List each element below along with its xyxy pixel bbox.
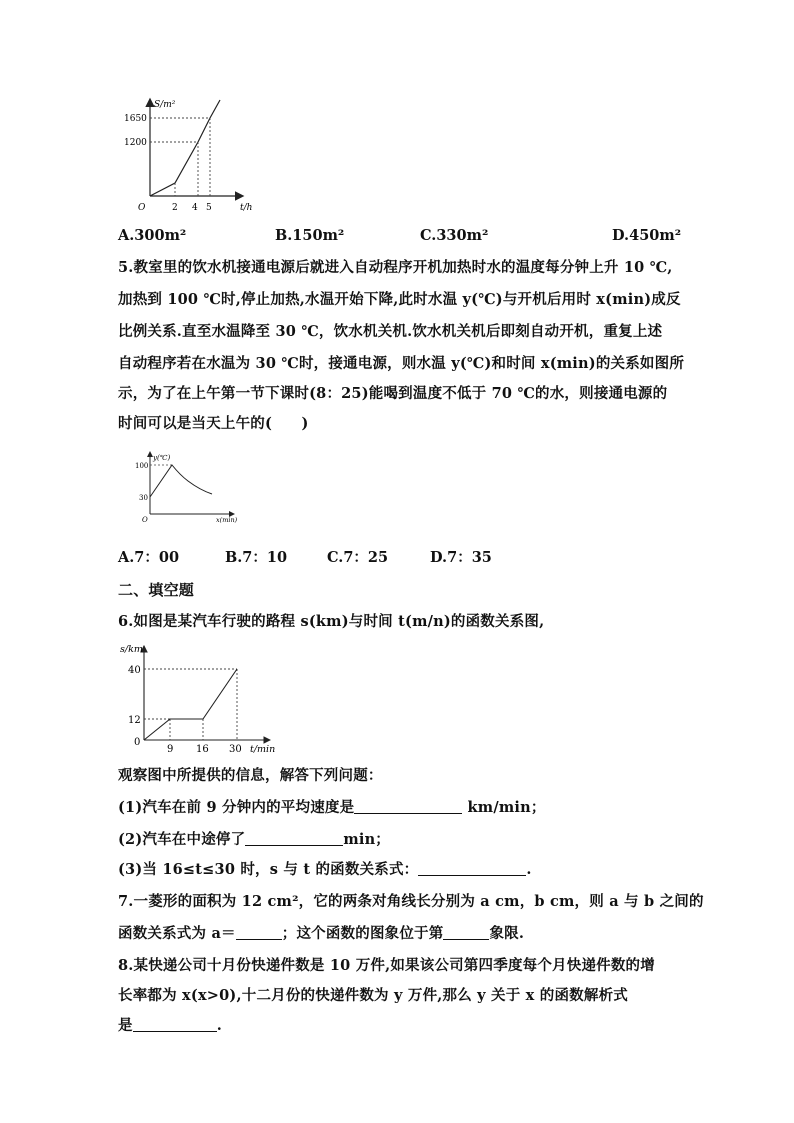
q6-part-1: [118, 798, 546, 818]
answer-blank-expression[interactable]: [133, 1017, 217, 1032]
y-tick-1650: 1650: [124, 114, 147, 124]
q8-line-3-text: 是: [118, 1017, 133, 1034]
distance-time-graph: [118, 638, 284, 758]
option-b: B.150m²: [275, 227, 345, 244]
q6-part-3-text: (3)当 16≤t≤30 时，s 与 t 的函数关系式：: [118, 861, 419, 878]
answer-blank-ab-relation[interactable]: [236, 925, 282, 940]
q6-part-1-unit: km/min；: [467, 799, 546, 816]
y-tick-12: 12: [128, 715, 141, 726]
q6-part-1-text: (1)汽车在前 9 分钟内的平均速度是: [118, 799, 355, 816]
x-tick-16: 16: [196, 744, 209, 755]
q6-line-2: 观察图中所提供的信息，解答下列问题：: [118, 767, 383, 784]
q7-line-2-mid: ；这个函数的图象位于第: [281, 925, 444, 942]
area-time-graph: [124, 94, 270, 216]
x-tick-9: 9: [167, 744, 174, 755]
q5-line-4: 自动程序若在水温为 30 ℃时，接通电源，则水温 y(℃)和时间 x(min)的关系如图所: [118, 355, 685, 372]
y-axis-label: y(℃): [153, 454, 171, 462]
option-a: A.7：00: [118, 549, 180, 566]
q7-line-2-text: 函数关系式为 a＝: [118, 925, 236, 942]
answer-blank-quadrant[interactable]: [443, 925, 489, 940]
x-tick-4: 4: [192, 203, 198, 213]
q5-line-2: 加热到 100 ℃时,停止加热,水温开始下降,此时水温 y(℃)与开机后用时 x(min)成反: [118, 291, 681, 308]
y-tick-40: 40: [128, 665, 141, 676]
x-tick-5: 5: [206, 203, 212, 213]
y-tick-1200: 1200: [124, 138, 147, 148]
q7-line-2: [118, 924, 524, 944]
option-b: B.7：10: [225, 549, 288, 566]
q6-part-2-unit: min；: [343, 831, 391, 848]
option-d: D.7：35: [430, 549, 492, 566]
answer-blank-speed[interactable]: [354, 799, 462, 814]
option-a: A.300m²: [118, 227, 187, 244]
q8-line-3-end: .: [216, 1017, 222, 1034]
option-c: C.7：25: [327, 549, 389, 566]
answer-blank-function[interactable]: [418, 861, 526, 876]
origin-label: O: [142, 516, 148, 524]
y-axis-label: S/m²: [154, 100, 176, 110]
q6-part-3-end: .: [526, 861, 532, 878]
option-d: D.450m²: [612, 227, 682, 244]
y-tick-0: 0: [134, 737, 141, 748]
distance-line: [144, 669, 237, 740]
temperature-curve: [150, 465, 212, 497]
q5-line-6: 时间可以是当天上午的( ): [118, 415, 309, 432]
x-axis-label: x(min): [216, 516, 238, 524]
q5-line-3: 比例关系.直至水温降至 30 ℃，饮水机关机.饮水机关机后即刻自动开机，重复上述: [118, 323, 663, 340]
q8-line-3: [118, 1016, 222, 1036]
q8-line-2: 长率都为 x(x>0),十二月份的快递件数为 y 万件,那么 y 关于 x 的函数解析式: [118, 987, 628, 1004]
q7-line-1: 7.一菱形的面积为 12 cm²，它的两条对角线长分别为 a cm，b cm，则 a 与 b 之间的: [118, 893, 704, 910]
temperature-graph: [134, 448, 246, 528]
answer-blank-stop[interactable]: [245, 831, 343, 846]
q5-line-5: 示，为了在上午第一节下课时(8：25)能喝到温度不低于 70 ℃的水，则接通电源的: [118, 385, 668, 402]
x-tick-30: 30: [229, 744, 242, 755]
y-axis-label: s/km: [120, 644, 143, 655]
y-tick-30: 30: [139, 494, 148, 502]
y-tick-100: 100: [135, 462, 149, 470]
q5-line-1: 5.教室里的饮水机接通电源后就进入自动程序开机加热时水的温度每分钟上升 10 ℃,: [118, 259, 673, 276]
x-axis-label: t/h: [240, 203, 253, 213]
q8-line-1: 8.某快递公司十月份快递件数是 10 万件,如果该公司第四季度每个月快递件数的增: [118, 957, 655, 974]
x-axis-label: t/min: [250, 744, 276, 755]
origin-label: O: [138, 203, 146, 213]
q6-part-3: [118, 860, 532, 880]
q7-line-2-end: 象限.: [489, 925, 525, 942]
option-c: C.330m²: [420, 227, 489, 244]
x-tick-2: 2: [172, 203, 178, 213]
area-line: [150, 100, 220, 196]
q6-part-2: [118, 830, 390, 850]
q6-line-1: 6.如图是某汽车行驶的路程 s(km)与时间 t(m/n)的函数关系图,: [118, 613, 545, 630]
section-heading: 二、填空题: [118, 581, 195, 599]
q6-part-2-text: (2)汽车在中途停了: [118, 831, 246, 848]
